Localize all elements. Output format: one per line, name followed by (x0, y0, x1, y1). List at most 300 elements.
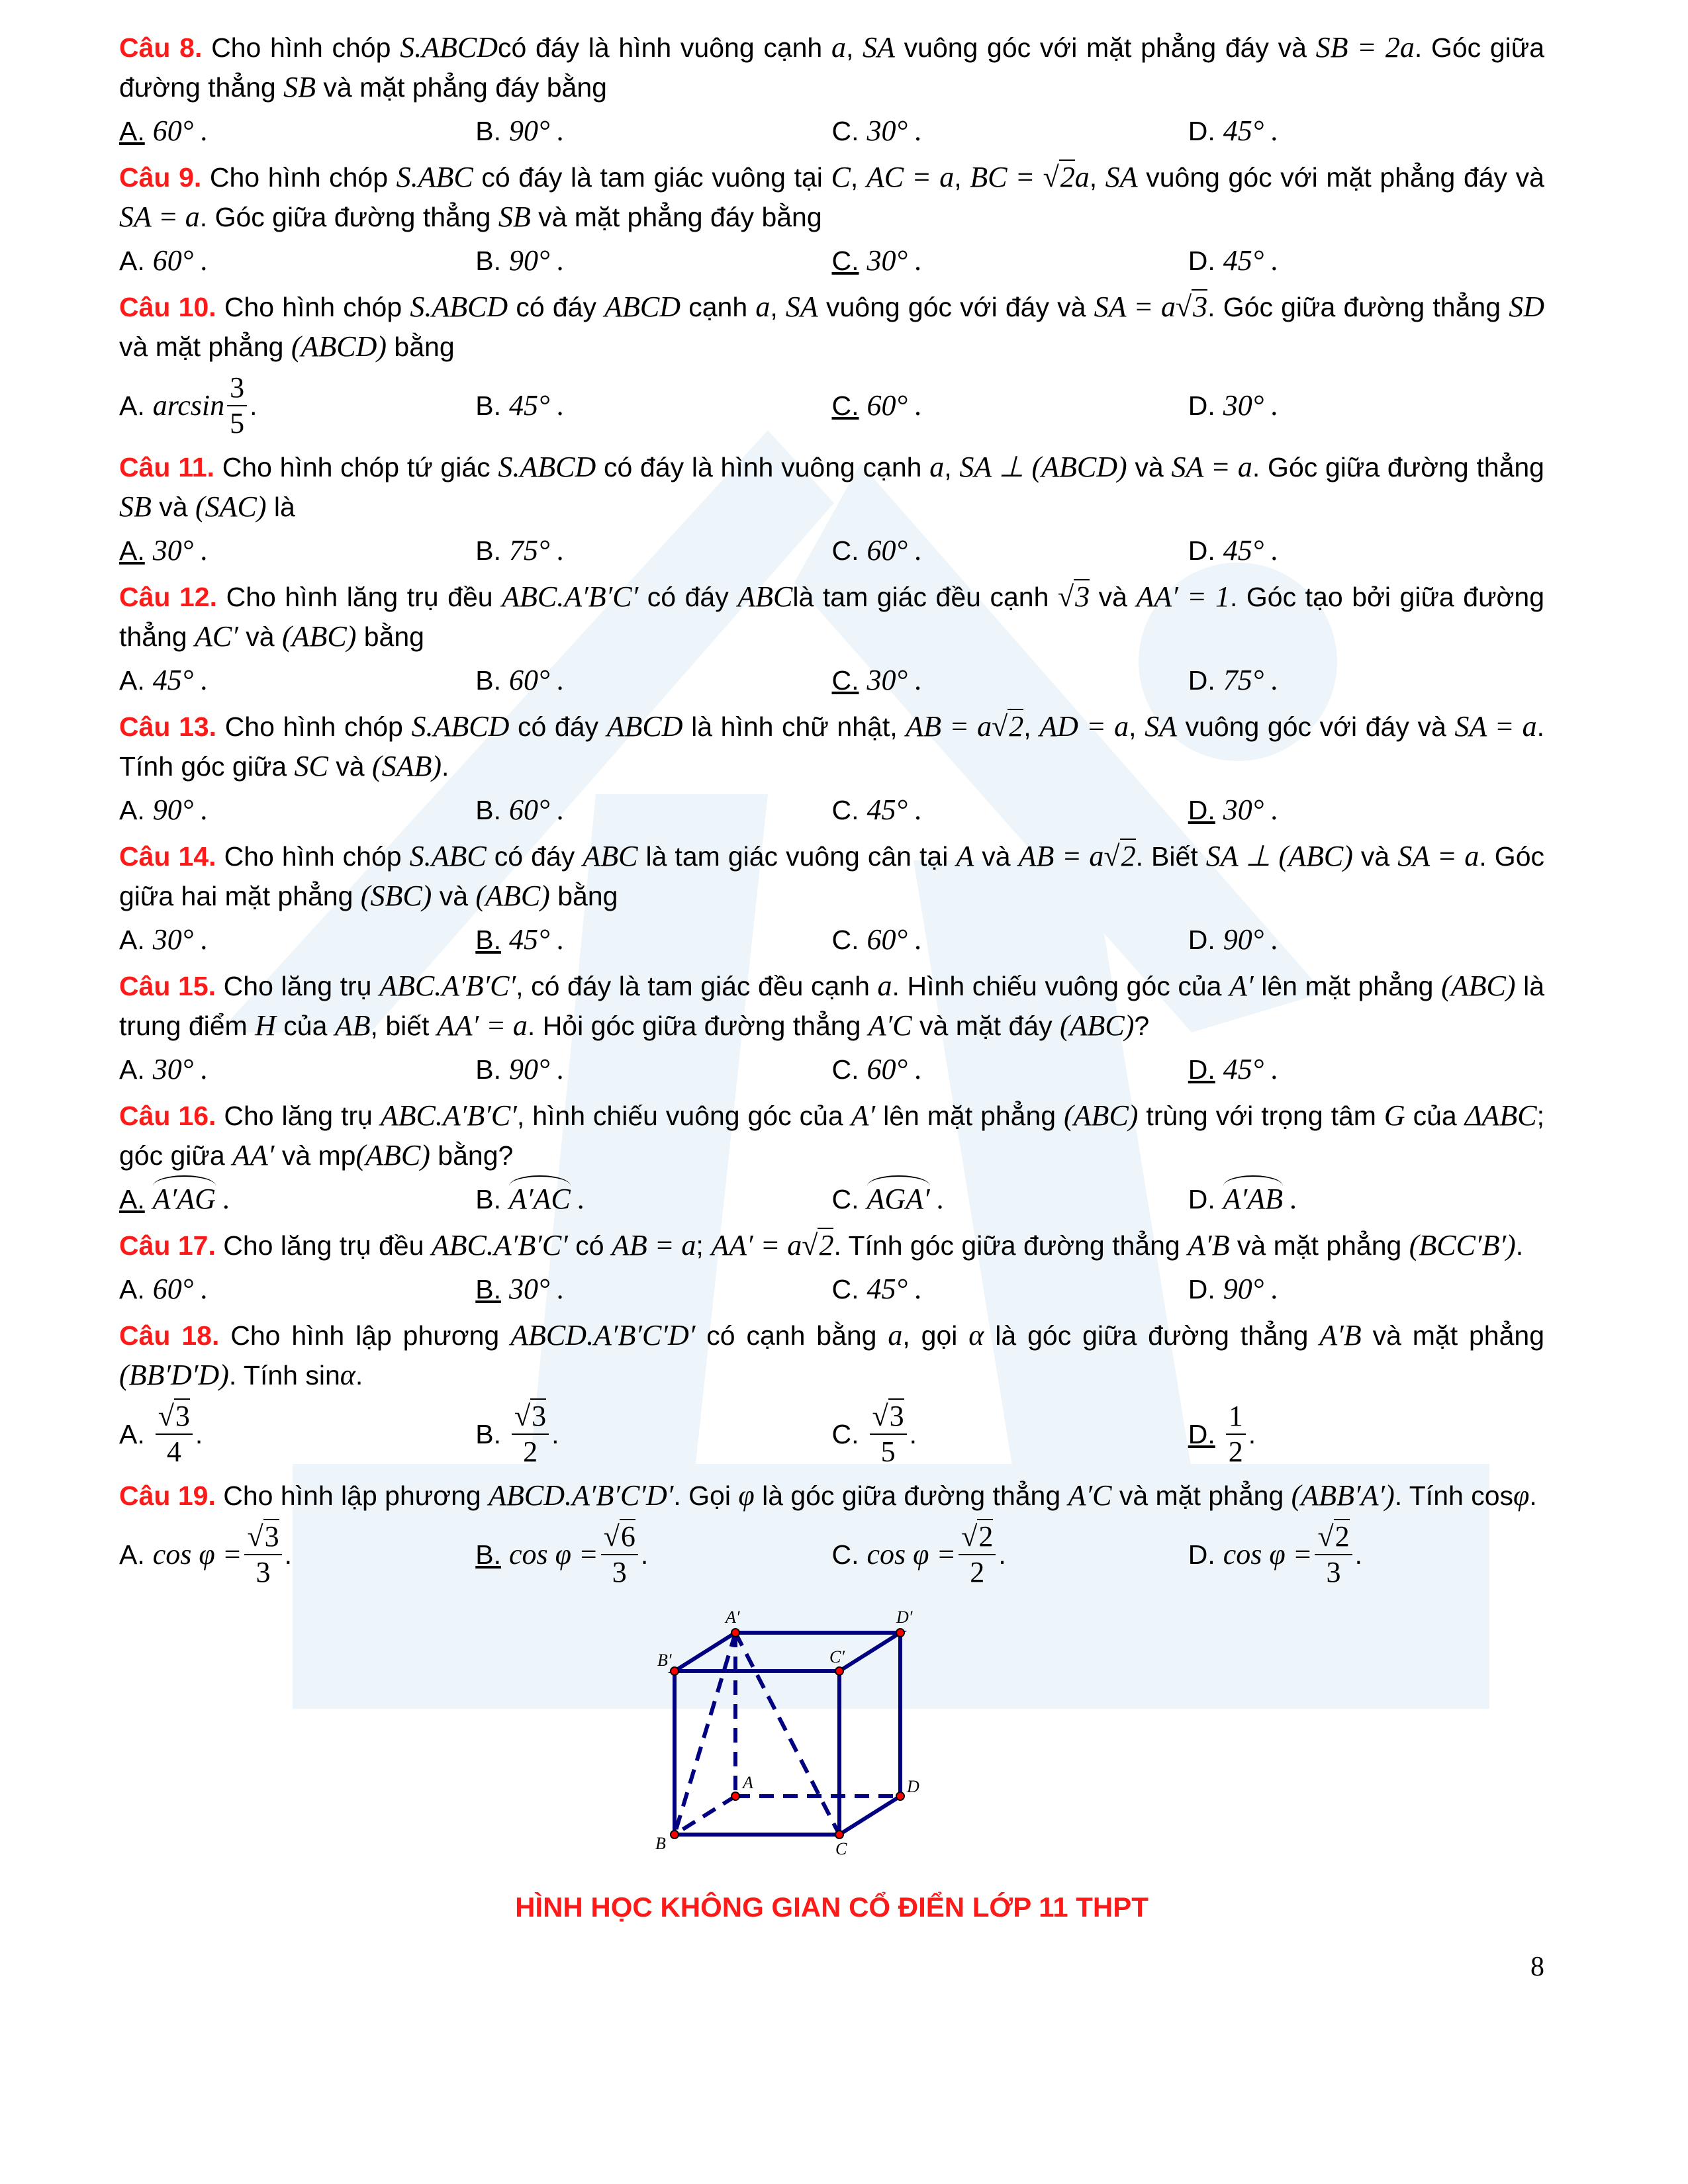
label-b: B (655, 1834, 666, 1853)
option-d[interactable] (1188, 241, 1544, 281)
math-expression: ABCD (606, 710, 683, 743)
option-d[interactable]: D. cos φ = $\frac{√2}{3}$ . (1188, 1520, 1362, 1588)
math-expression: 45° . (1223, 1053, 1279, 1085)
math-expression: S.ABCD (498, 451, 596, 483)
fraction (512, 1399, 549, 1469)
math-expression: 30° . (152, 1053, 209, 1085)
answer-options (119, 1520, 1544, 1590)
math-expression: (BCC′B′) (1409, 1229, 1516, 1261)
math-expression: SA ⊥ (ABCD) (959, 451, 1127, 483)
point-c (835, 1831, 843, 1839)
sqrt-radicand: 6 (620, 1520, 635, 1553)
option-letter: D. (1188, 665, 1215, 696)
fraction (870, 1399, 907, 1469)
question-number: Câu 14. (119, 841, 216, 872)
question-number: Câu 11. (119, 452, 214, 482)
math-expression: ABC (737, 580, 793, 613)
option-b[interactable] (475, 790, 831, 830)
question-stem: Câu 15. Cho lăng trụ ABC.A′B′C′, có đáy là tam giác đều cạnh a. Hình chiếu vuông góc của A′ lên mặt phẳng (ABC) là trung điểm H của AB, biết AA′ = a. Hỏi góc giữa đường thẳng A′C và mặt đáy (ABC)? (119, 970, 1545, 1042)
math-expression: SB (283, 71, 316, 103)
option-letter: B. (475, 535, 501, 566)
math-expression: A (956, 840, 974, 872)
option-b[interactable]: B. $\frac{√3}{2}$ . (475, 1400, 559, 1468)
math-expression: 30° . (1223, 794, 1279, 826)
angle-arc: A′AB (1223, 1179, 1283, 1219)
math-expression: AA′ = 1 (1136, 580, 1230, 613)
option-letter: B. (475, 116, 501, 146)
math-expression: SA = a (1397, 840, 1479, 872)
math-expression: SA (1105, 161, 1138, 193)
math-expression: A′ (851, 1099, 876, 1132)
option-c[interactable] (832, 1269, 1188, 1309)
math-expression: H (255, 1009, 276, 1042)
option-prefix: cos φ = (152, 1538, 242, 1570)
fraction (1226, 1399, 1246, 1469)
sqrt-radicand: 2 (1335, 1520, 1350, 1553)
option-d[interactable] (1188, 371, 1544, 441)
option-letter: A. (119, 116, 145, 146)
answer-options (119, 241, 1544, 281)
fraction-denominator: 3 (612, 1556, 627, 1588)
fraction-numerator: √3 (244, 1520, 281, 1555)
option-letter: C. (831, 1419, 859, 1449)
point-a (731, 1792, 739, 1800)
fraction-denominator: 2 (1228, 1435, 1243, 1468)
math-expression: a (755, 291, 771, 323)
option-letter: B. (475, 795, 501, 825)
answer-options (119, 111, 1544, 151)
math-expression: 60° . (867, 389, 923, 422)
question-13 (119, 707, 1544, 830)
answer-options (119, 1269, 1544, 1309)
math-expression: 60° . (152, 1273, 209, 1305)
math-expression: AB (334, 1009, 371, 1042)
math-expression: SA = a (1171, 451, 1252, 483)
math-expression: AB = a√2 (906, 710, 1024, 743)
math-expression: S.ABCD (400, 31, 498, 64)
option-letter: A. (119, 1054, 145, 1085)
math-expression: SB = 2a (1315, 31, 1415, 64)
math-expression: A′C (868, 1009, 912, 1042)
option-a[interactable]: A. arcsin $\frac{3}{5}$ . (119, 371, 258, 439)
option-d[interactable] (1188, 1050, 1544, 1089)
math-expression: AA′ = a (436, 1009, 528, 1042)
option-d[interactable] (1188, 111, 1544, 151)
question-12 (119, 577, 1544, 700)
math-expression: (ABC) (281, 620, 357, 653)
option-letter: D. (1188, 1274, 1215, 1304)
math-expression: 60° . (867, 534, 923, 567)
math-expression: AD = a (1039, 710, 1129, 743)
option-letter: B. (475, 1054, 501, 1085)
math-expression: 45° . (509, 389, 565, 422)
option-c[interactable] (832, 790, 1188, 830)
option-d[interactable] (1188, 660, 1544, 700)
question-14 (119, 837, 1544, 960)
fraction-denominator: 2 (970, 1556, 985, 1588)
sqrt-radicand: 2 (1060, 161, 1075, 193)
label-c1: C′ (829, 1647, 845, 1666)
fraction (156, 1399, 193, 1469)
question-stem: Câu 11. Cho hình chóp tứ giác S.ABCD có đáy là hình vuông cạnh a, SA ⊥ (ABCD) và SA = a. Góc giữa đường thẳng SB và (SAC) là (119, 451, 1544, 523)
option-c[interactable] (832, 371, 1188, 441)
math-expression: 45° . (1223, 114, 1279, 147)
fraction-numerator: √3 (870, 1399, 907, 1435)
math-expression: G (1383, 1099, 1405, 1132)
fraction-numerator: √6 (601, 1520, 638, 1555)
math-expression: 45° . (509, 923, 565, 956)
option-letter: A. (119, 246, 145, 276)
fraction-denominator: 3 (256, 1556, 271, 1588)
option-a[interactable]: A. cos φ = $\frac{√3}{3}$ . (119, 1520, 292, 1588)
option-letter: A. (119, 795, 145, 825)
question-11 (119, 447, 1544, 570)
math-expression: ABCD.A′B′C′D′ (489, 1479, 674, 1512)
option-d[interactable] (1188, 1269, 1544, 1309)
option-letter: B. (475, 665, 501, 696)
option-letter: D. (1188, 1419, 1215, 1449)
question-stem: Câu 19. Cho hình lập phương ABCD.A′B′C′D′. Gọi φ là góc giữa đường thẳng A′C và mặt phẳng (ABB′A′). Tính cosφ. (119, 1479, 1537, 1512)
math-expression: AA′ (232, 1139, 275, 1171)
math-expression: 30° . (867, 244, 923, 277)
angle-expression: AGA′ . (867, 1179, 945, 1219)
page-content (119, 0, 1544, 2013)
math-expression: SC (294, 750, 328, 782)
option-letter: B. (475, 925, 501, 955)
question-stem: Câu 17. Cho lăng trụ đều ABC.A′B′C′ có AB = a; AA′ = a√2. Tính góc giữa đường thẳng A′B và mặt phẳng (BCC′B′). (119, 1229, 1524, 1261)
sqrt-radicand: 3 (532, 1400, 547, 1432)
option-letter: A. (119, 1419, 145, 1449)
angle-arc: A′AG (153, 1179, 216, 1219)
math-expression: a (831, 31, 846, 64)
question-stem: Câu 9. Cho hình chóp S.ABC có đáy là tam giác vuông tại C, AC = a, BC = √2a, SA vuông góc với mặt phẳng đáy và SA = a. Góc giữa đường thẳng SB và mặt phẳng đáy bằng (119, 161, 1544, 233)
angle-arc: AGA′ (867, 1179, 930, 1219)
fraction-denominator: 4 (166, 1435, 181, 1468)
option-a[interactable] (119, 790, 475, 830)
option-letter: B. (475, 1184, 501, 1214)
math-expression: S.ABCD (411, 710, 510, 743)
fraction-denominator: 5 (230, 407, 245, 439)
label-c: C (835, 1839, 847, 1858)
question-list (119, 28, 1544, 1590)
question-number: Câu 10. (119, 292, 216, 322)
math-expression: φ (1513, 1479, 1530, 1512)
option-c[interactable] (832, 660, 1188, 700)
point-a1 (731, 1629, 739, 1637)
question-stem: Câu 10. Cho hình chóp S.ABCD có đáy ABCD cạnh a, SA vuông góc với đáy và SA = a√3. Góc giữa đường thẳng SD và mặt phẳng (ABCD) bằng (119, 291, 1544, 363)
math-expression: SB (498, 201, 531, 233)
answer-options (119, 531, 1544, 570)
math-expression: 30° . (152, 923, 209, 956)
option-b[interactable] (475, 660, 831, 700)
fraction-denominator: 5 (880, 1435, 896, 1468)
math-expression: (SAC) (195, 490, 267, 523)
question-stem: Câu 18. Cho hình lập phương ABCD.A′B′C′D′ có cạnh bằng a, gọi α là góc giữa đường thẳng A′B và mặt phẳng (BB′D′D). Tính sinα. (119, 1319, 1545, 1391)
math-expression: 30° . (152, 534, 209, 567)
math-expression: 60° . (509, 664, 565, 696)
question-number: Câu 8. (119, 32, 203, 63)
question-18 (119, 1316, 1544, 1469)
question-number: Câu 18. (119, 1320, 220, 1351)
math-expression: AC′ (195, 620, 238, 653)
math-expression: BC = √2a (970, 161, 1090, 193)
math-expression: 45° . (1223, 534, 1279, 567)
math-expression: ABCD (604, 291, 681, 323)
answer-options (119, 660, 1544, 700)
math-expression: SA (785, 291, 818, 323)
fraction (244, 1520, 281, 1590)
option-letter: D. (1188, 1184, 1215, 1214)
math-expression: ABC (583, 840, 638, 872)
math-expression: 60° . (867, 1053, 923, 1085)
question-stem: Câu 12. Cho hình lăng trụ đều ABC.A′B′C′ có đáy ABClà tam giác đều cạnh √3 và AA′ = 1. Góc tạo bởi giữa đường thẳng AC′ và (ABC) bằng (119, 580, 1545, 653)
option-prefix: cos φ = (509, 1538, 598, 1570)
math-expression: α (340, 1359, 355, 1391)
math-expression: 90° . (509, 244, 565, 277)
sqrt-radicand: 3 (264, 1520, 279, 1553)
fraction-numerator: 3 (227, 371, 247, 406)
option-letter: C. (831, 246, 859, 276)
math-expression: A′ (1229, 970, 1254, 1002)
option-b[interactable] (475, 1050, 831, 1089)
math-expression: ABC.A′B′C′ (431, 1229, 568, 1261)
option-a[interactable] (119, 241, 475, 281)
math-expression: (ABC) (1441, 970, 1516, 1002)
option-prefix: arcsin (152, 389, 225, 422)
answer-options (119, 1179, 1544, 1219)
math-expression: 45° . (867, 1273, 923, 1305)
option-d[interactable] (1188, 790, 1544, 830)
option-prefix: cos φ = (1223, 1538, 1313, 1570)
option-d[interactable] (1188, 920, 1544, 960)
option-letter: A. (119, 925, 145, 955)
option-letter: A. (119, 1539, 145, 1570)
math-expression: ABCD.A′B′C′D′ (510, 1319, 696, 1351)
math-expression: 30° . (509, 1273, 565, 1305)
math-expression: 90° . (1223, 923, 1279, 956)
option-letter: C. (831, 1274, 859, 1304)
fraction (1315, 1520, 1352, 1590)
question-19 (119, 1476, 1544, 1590)
math-expression: (ABC) (1064, 1099, 1139, 1132)
sqrt-radicand: 3 (1193, 291, 1208, 323)
angle-expression: A′AG . (153, 1179, 230, 1219)
option-letter: B. (475, 1419, 501, 1449)
fraction (601, 1520, 638, 1590)
math-expression: 90° . (1223, 1273, 1279, 1305)
math-expression: (SAB) (371, 750, 442, 782)
option-letter: C. (831, 116, 859, 146)
question-17 (119, 1226, 1544, 1309)
option-b[interactable] (475, 1269, 831, 1309)
option-d[interactable] (1188, 1179, 1544, 1219)
label-d: D (907, 1777, 919, 1796)
fraction-numerator: √3 (512, 1399, 549, 1435)
option-letter: D. (1188, 925, 1215, 955)
option-a[interactable] (119, 531, 475, 570)
cube-solid-edges (675, 1633, 900, 1835)
math-expression: a (929, 451, 945, 483)
cube-figure (635, 1603, 927, 1868)
option-letter: A. (119, 665, 145, 696)
math-expression: √3 (1057, 580, 1090, 613)
option-letter: D. (1188, 246, 1215, 276)
option-a[interactable] (119, 1269, 475, 1309)
angle-expression: A′AB . (1223, 1179, 1297, 1219)
math-expression: 45° . (1223, 244, 1279, 277)
math-expression: 30° . (1223, 389, 1279, 422)
question-number: Câu 15. (119, 971, 216, 1001)
point-b1 (671, 1667, 679, 1675)
fraction-denominator: 3 (1326, 1556, 1341, 1588)
option-c[interactable] (832, 1050, 1188, 1089)
option-c[interactable] (832, 531, 1188, 570)
option-letter: D. (1188, 795, 1215, 825)
option-letter: C. (831, 665, 859, 696)
math-expression: C (831, 161, 851, 193)
option-letter: D. (1188, 1539, 1215, 1570)
option-c[interactable] (832, 1179, 1188, 1219)
option-d[interactable] (1188, 531, 1544, 570)
fraction-denominator: 2 (523, 1435, 538, 1468)
question-number: Câu 13. (119, 711, 217, 742)
option-b[interactable] (475, 241, 831, 281)
math-expression: (ABC) (475, 880, 550, 912)
question-number: Câu 12. (119, 582, 218, 612)
option-letter: C. (831, 925, 859, 955)
option-b[interactable] (475, 531, 831, 570)
math-expression: S.ABCD (410, 291, 508, 323)
option-c[interactable] (832, 111, 1188, 151)
option-a[interactable] (119, 111, 475, 151)
math-expression: ABC.A′B′C′ (379, 970, 516, 1002)
option-b[interactable]: B. cos φ = $\frac{√6}{3}$ . (475, 1520, 649, 1588)
math-expression: (ABB′A′) (1291, 1479, 1395, 1512)
math-expression: 60° . (152, 114, 209, 147)
cube-hidden-edges (675, 1633, 900, 1835)
answer-options (119, 920, 1544, 960)
math-expression: AB = a (611, 1229, 696, 1261)
option-a[interactable] (119, 1050, 475, 1089)
sqrt-radicand: 2 (1009, 710, 1024, 743)
page-number: 8 (1530, 1952, 1544, 1982)
math-expression: A′C (1068, 1479, 1112, 1512)
math-expression: φ (738, 1479, 755, 1512)
option-a[interactable] (119, 920, 475, 960)
option-a[interactable] (119, 660, 475, 700)
question-number: Câu 16. (119, 1101, 216, 1131)
math-expression: SA = a√3 (1094, 291, 1208, 323)
option-letter: D. (1188, 390, 1215, 421)
label-a1: A′ (726, 1608, 740, 1627)
math-expression: 60° . (152, 244, 209, 277)
math-expression: 90° . (509, 1053, 565, 1085)
question-15 (119, 966, 1544, 1089)
math-expression: (ABC) (355, 1139, 430, 1171)
question-9 (119, 158, 1544, 281)
option-c[interactable]: C. $\frac{√3}{5}$ . (831, 1400, 917, 1468)
option-c[interactable]: C. cos φ = $\frac{√2}{2}$ . (831, 1520, 1006, 1588)
math-expression: SA (863, 31, 895, 64)
math-expression: (BB′D′D) (119, 1359, 229, 1391)
question-stem: Câu 13. Cho hình chóp S.ABCD có đáy ABCD là hình chữ nhật, AB = a√2, AD = a, SA vuông góc với đáy và SA = a. Tính góc giữa SC và (SAB). (119, 710, 1545, 782)
math-expression: ABC.A′B′C′ (502, 580, 639, 613)
math-expression: SD (1509, 291, 1544, 323)
sqrt-radicand: 3 (175, 1400, 190, 1432)
option-a[interactable] (119, 1179, 475, 1219)
option-a[interactable]: A. $\frac{√3}{4}$ . (119, 1400, 203, 1468)
option-letter: D. (1188, 535, 1215, 566)
math-expression: SB (119, 490, 152, 523)
sqrt-radicand: 3 (1075, 580, 1090, 613)
math-expression: 30° . (867, 114, 923, 147)
option-letter: C. (831, 795, 859, 825)
math-expression: 30° . (867, 664, 923, 696)
footer-title: HÌNH HỌC KHÔNG GIAN CỔ ĐIỂN LỚP 11 THPT (515, 1891, 1149, 1923)
option-b[interactable] (475, 371, 831, 441)
option-letter: D. (1188, 116, 1215, 146)
math-expression: (ABC) (1059, 1009, 1135, 1042)
option-letter: A. (119, 1184, 145, 1214)
question-stem: Câu 14. Cho hình chóp S.ABC có đáy ABC là tam giác vuông cân tại A và AB = a√2. Biết SA ⊥ (ABC) và SA = a. Góc giữa hai mặt phẳng (SBC) và (ABC) bằng (119, 840, 1544, 912)
option-letter: B. (475, 1274, 501, 1304)
math-expression: (ABCD) (291, 330, 387, 363)
point-b (671, 1831, 679, 1839)
math-expression: A′B (1319, 1319, 1362, 1351)
math-expression: 60° . (867, 923, 923, 956)
question-10 (119, 287, 1544, 441)
math-expression: a (888, 1319, 903, 1351)
option-c[interactable] (832, 241, 1188, 281)
fraction-numerator: 1 (1226, 1399, 1246, 1435)
fraction (959, 1520, 996, 1590)
option-letter: B. (475, 246, 501, 276)
question-stem: Câu 8. Cho hình chóp S.ABCDcó đáy là hình vuông cạnh a, SA vuông góc với mặt phẳng đáy và SB = 2a. Góc giữa đường thẳng SB và mặt phẳng đáy bằng (119, 31, 1544, 103)
option-d[interactable]: D. $\frac{1}{2}$ . (1188, 1400, 1256, 1468)
option-b[interactable] (475, 111, 831, 151)
math-expression: 75° . (1223, 664, 1279, 696)
fraction (227, 371, 247, 441)
math-expression: S.ABC (409, 840, 487, 872)
point-c1 (835, 1667, 843, 1675)
answer-options (119, 1399, 1544, 1469)
math-expression: AC = a (866, 161, 955, 193)
math-expression: 60° . (509, 794, 565, 826)
option-letter: B. (475, 1539, 501, 1570)
math-expression: A′B (1188, 1229, 1230, 1261)
math-expression: 90° . (152, 794, 209, 826)
fraction-numerator: √3 (156, 1399, 193, 1435)
math-expression: ΔABC (1464, 1099, 1537, 1132)
option-letter: C. (831, 1054, 859, 1085)
sqrt-radicand: 2 (1121, 840, 1136, 872)
math-expression: SA = a (119, 201, 200, 233)
math-expression: 75° . (509, 534, 565, 567)
option-c[interactable] (832, 920, 1188, 960)
math-expression: (SBC) (360, 880, 432, 912)
option-letter: A. (119, 1274, 145, 1304)
math-expression: 90° . (509, 114, 565, 147)
math-expression: SA = a (1454, 710, 1537, 743)
fraction-numerator: √2 (1315, 1520, 1352, 1555)
option-b[interactable] (475, 1179, 831, 1219)
sqrt-radicand: 2 (819, 1229, 834, 1261)
option-b[interactable] (475, 920, 831, 960)
angle-expression: A′AC . (509, 1179, 585, 1219)
sqrt-radicand: 2 (978, 1520, 994, 1553)
option-letter: B. (475, 390, 501, 421)
option-letter: A. (119, 390, 145, 421)
